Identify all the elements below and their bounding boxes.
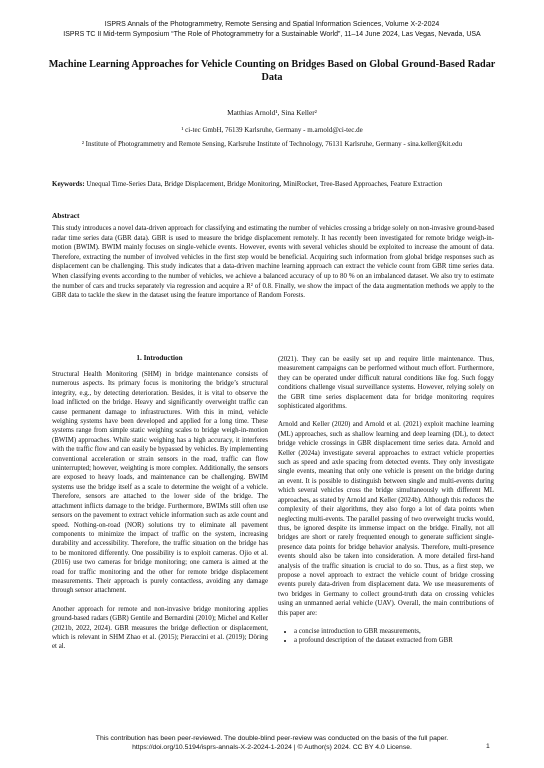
abstract-heading: Abstract (52, 211, 80, 220)
page-number: 1 (486, 743, 490, 750)
left-column (52, 370, 268, 661)
list-item: • a concise introduction to GBR measurements, (294, 627, 494, 636)
affiliation-1: ¹ ci-tec GmbH, 76139 Karlsruhe, Germany - m.arnold@ci-tec.de (181, 126, 363, 134)
footer (0, 734, 544, 752)
abstract-text: This study introduces a novel data-driven approach for classifying and estimating the number of vehicles crossing a bridge solely on non-invasive ground-based radar time series data (GBR data). GBR is used to measure the bridge displacement remotely. It has recently been investigated for remote bridge weigh-in-motion (BWIM). BWIM mainly focuses on single-vehicle events. However, events with several vehicles should be exploited to increase the amount of data. Therefore, extracting the number of involved vehicles in the first step would be beneficial. Acquiring such information from global bridge responses such as displacement can be challenging. This study indicates that a data-driven machine learning approach can extract the vehicle count from GBR time series data. When classifying events according to the number of vehicles, we achieve a balanced accuracy of up to 80 % on an imbalanced dataset. We also try to estimate the number of cars and trucks separately via regression and acquire a R² of 0.8. Finally, we show the impact of the data augmentation methods we apply to the GBR data to tackle the skew in the dataset using the feature importance of Random Forests. (52, 225, 494, 300)
keywords-label: Keywords: (52, 180, 85, 188)
footer-doi-link[interactable]: https://doi.org/10.5194/isprs-annals-X-2-2024-1-2024 | © Author(s) 2024. CC BY 4.0 License. (132, 744, 412, 751)
keywords-text: Unequal Time-Series Data, Bridge Displacement, Bridge Monitoring, MiniRocket, Tree-Based Approaches, Feature Extraction (86, 180, 443, 188)
paper-authors: Matthias Arnold¹, Sina Keller² (227, 108, 317, 117)
keywords (52, 180, 494, 189)
affiliation-2: ² Institute of Photogrammetry and Remote Sensing, Karlsruhe Institute of Technology, 76131 Karlsruhe, Germany - sina.keller@kit.edu (81, 140, 463, 148)
section-introduction-heading: 1. Introduction (136, 354, 183, 362)
journal-header-line1: ISPRS Annals of the Photogrammetry, Remote Sensing and Spatial Information Sciences, Volume X-2-2024 (104, 21, 440, 28)
left-paragraph-2: Another approach for remote and non-invasive bridge monitoring applies ground-based radars (GBR) Gentile and Bernardini (2010); Michel and Keller (2021b, 2022, 2024). GBR measures the bridge deflection or displacement, which is relevant in SHM Zhao et al. (2015); Pieraccini et al. (2019); Döring et al. (52, 605, 268, 651)
right-paragraph-2: Arnold and Keller (2020) and Arnold et al. (2021) exploit machine learning (ML) approaches, such as shallow learning and deep learning (DL), to detect bridge vehicle crossings in GBR displacement time series data. Arnold and Keller (2024a) investigate several approaches to extract vehicle properties such as speed and axle spacing from detected events. They only investigate single events, meaning that only one vehicle is present on the bridge during an event. It is possible to distinguish between single and multi-events during which several vehicles cross the bridge simultaneously with different ML approaches, as stated by Arnold and Keller (2024b). Although this reduces the complexity of their algorithms, they also forgo a lot of data points when neglecting multi-events. The parallel passing of two overweight trucks would, thus, be ignored despite its immense impact on the bridge. Finally, not all bridges are short or rarely frequented enough to generate sufficient single- presence data points for bridge behavior analysis. Therefore, multi-presence events should also be taken into consideration. A more detailed first-hand analysis of the traffic situation is crucial to do so. Thus, as a first step, we propose a novel approach to extract the vehicle count of bridge crossing events purely data-driven from displacement data. We use measurements of two bridges in Germany to collect ground-truth data on crossing vehicles using an unmanned aerial vehicle (UAV). Overall, the main contributions of this paper are: (278, 421, 494, 617)
footer-review-note: This contribution has been peer-reviewed. The double-blind peer-review was conducted on the basis of the full paper. (95, 735, 449, 742)
right-column (278, 355, 494, 646)
journal-header-line2: ISPRS TC II Mid-term Symposium “The Role of Photogrammetry for a Sustainable World”, 11–14 June 2024, Las Vegas, Nevada, USA (63, 31, 481, 38)
left-paragraph-1: Structural Health Monitoring (SHM) in bridge maintenance consists of numerous aspects. Its primary focus is monitoring the bridge’s structural integrity, e.g., by detecting deterioration. Besides, it is vital to observe the load inflicted on the bridge. Heavy and significantly overweight traffic can cause permanent damage to infrastructures. With this in mind, vehicle weighing systems have been developed and applied for a long time. These systems range from simple static weighing scales to bridge weigh-in-motion (BWIM) approaches. While static weighing has a high accuracy, it interferes with the traffic flow and can easily be bypassed by vehicles. By implementing conventional acceleration or strain sensors in the road, traffic can flow uninterrupted; however, weighting is more complex. Additionally, the sensors are exposed to heavy loads, and maintenance can be challenging. BWIM systems use the bridge itself as a scale to determine the weight of a vehicle. Therefore, sensors are attached to the lower side of the bridge. The attachment inflicts damage to the bridge. Furthermore, BWIMs still often use sensors on the pavement to extract vehicle information such as axle count and speed. Nothing-on-road (NOR) solutions try to eliminate all pavement components to minimize the impact of traffic on the system, increasing durability and accessibility. Therefore, the traffic situation on the bridge has to be monitored differently. One possibility is to exploit cameras. Ojio et al. (2016) use two cameras for bridge monitoring; one camera is aimed at the road for traffic monitoring and the other for remote bridge displacement measurements. Their approach is purely contactless, avoiding any damage through sensor attachment. (52, 371, 268, 595)
list-item: • a profound description of the dataset extracted from GBR (294, 636, 494, 645)
right-paragraph-1: (2021). They can be easily set up and require little maintenance. Thus, measurement campaigns can be performed without much effort. Furthermore, they can be operated under difficult natural conditions like fog. Such foggy conditions challenge visual surveillance systems. However, relying solely on the GBR time series displacement data for bridge monitoring requires sophisticated algorithms. (278, 356, 494, 411)
paper-title: Machine Learning Approaches for Vehicle Counting on Bridges Based on Global Ground-Based Radar Data (48, 59, 496, 83)
contributions-list (278, 627, 494, 646)
